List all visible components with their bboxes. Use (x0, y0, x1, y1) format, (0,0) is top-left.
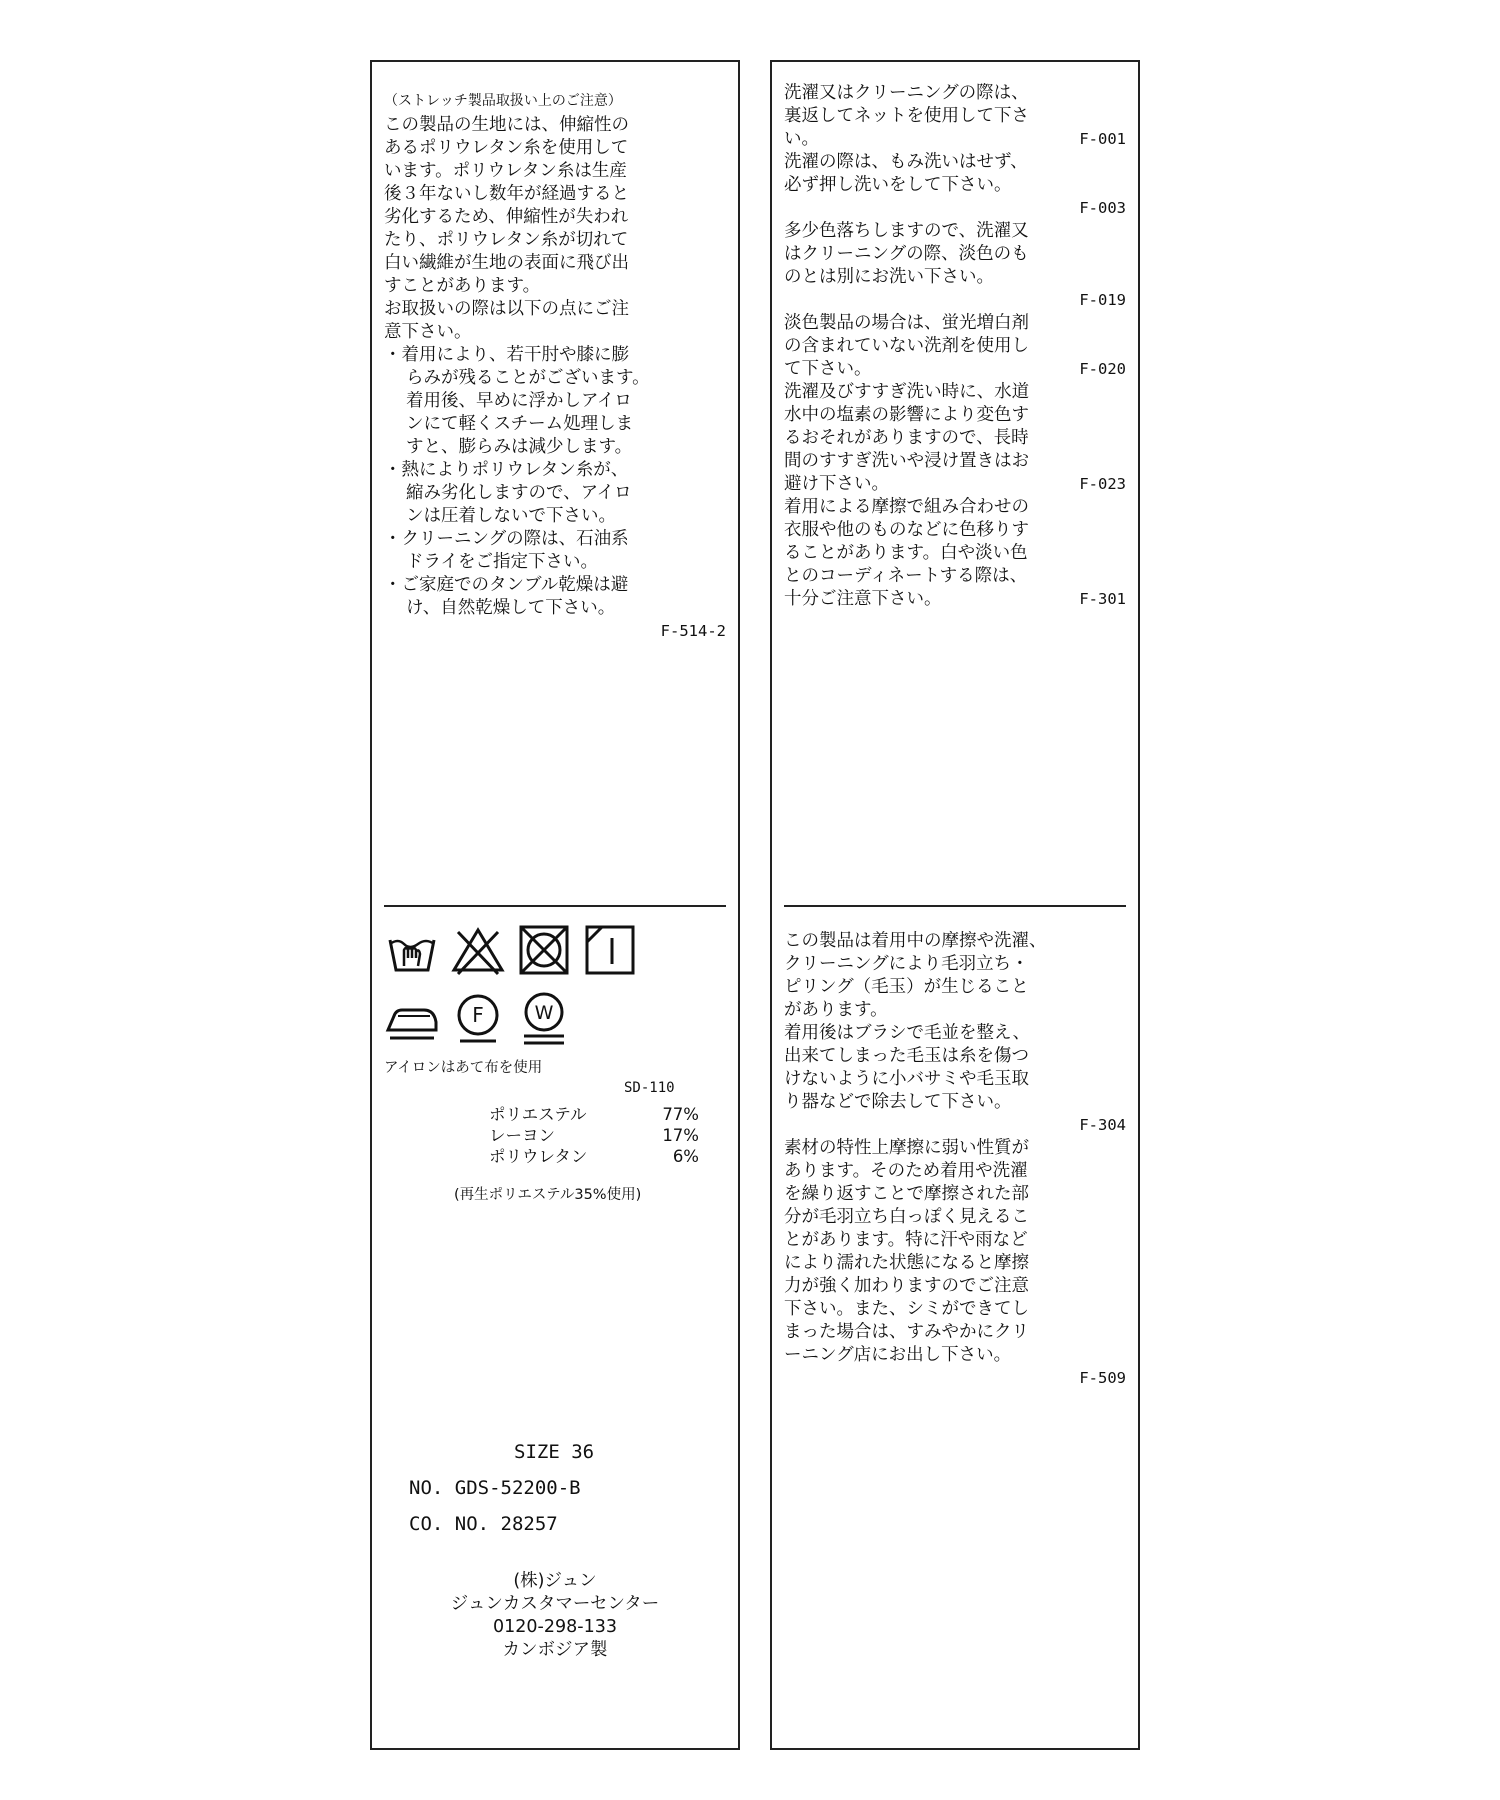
notice-line: らみが残ることがございます。 (406, 368, 650, 388)
notice-line (784, 243, 1126, 266)
notice-line (784, 953, 1126, 976)
notice-line: すことがあります。 (384, 276, 541, 296)
fiber-row (489, 1104, 699, 1125)
fiber-composition (384, 1104, 726, 1167)
notice-text: のとは別にお洗い下さい。 (784, 267, 994, 287)
line-dry-shade-icon (582, 922, 638, 978)
notice-text: により濡れた状態になると摩擦 (784, 1253, 1029, 1273)
notice-text: けないように小バサミや毛玉取 (784, 1069, 1029, 1089)
iron-note: アイロンはあて布を使用 (384, 1060, 543, 1076)
notice-line (784, 1022, 1126, 1045)
notice-line (784, 519, 1126, 542)
maker-info (384, 1570, 726, 1662)
notice-line: たり、ポリウレタン糸が切れて (384, 230, 629, 250)
notice-code: F-019 (1079, 291, 1126, 309)
notice-line: 後３年ないし数年が経過すると (384, 184, 629, 204)
stretch-notice (384, 90, 726, 643)
right-divider (784, 905, 1126, 907)
fiber-percent: 6% (672, 1147, 699, 1166)
maker-line: ジュンカスタマーセンター (450, 1594, 660, 1614)
recycled-note: (再生ポリエステル35%使用) (454, 1187, 642, 1203)
notice-text: 下さい。また、シミができてし (784, 1299, 1029, 1319)
notice-text: ーニング店にお出し下さい。 (784, 1345, 1012, 1365)
notice-line (784, 174, 1126, 197)
no-bleach-icon (450, 922, 506, 978)
notice-line (784, 1206, 1126, 1229)
notice-line (784, 1344, 1126, 1367)
notice-line (784, 450, 1126, 473)
notice-text: あります。そのため着用や洗濯 (784, 1161, 1028, 1181)
care-notices-top (784, 82, 1126, 611)
notice-line (784, 930, 1126, 953)
fiber-name: ポリエステル (489, 1105, 587, 1124)
fiber-percent: 77% (662, 1105, 699, 1124)
notice-text: 避け下さい。 (784, 474, 889, 494)
fiber-percent: 17% (662, 1126, 699, 1145)
notice-line (784, 1367, 1126, 1390)
notice-line: ・熱によりポリウレタン糸が、 (384, 460, 629, 480)
notice-line (784, 358, 1126, 381)
notice-line: います。ポリウレタン糸は生産 (384, 161, 627, 181)
notice-line (784, 1183, 1126, 1206)
notice-line (784, 1252, 1126, 1275)
notice-line (784, 1298, 1126, 1321)
notice-line: お取扱いの際は以下の点にご注 (384, 299, 629, 319)
notice-code: F-304 (1079, 1116, 1126, 1134)
notice-text: 必ず押し洗いをして下さい。 (784, 175, 1012, 195)
iron-low-icon (384, 990, 440, 1046)
notice-line (784, 1068, 1126, 1091)
notice-line (784, 105, 1126, 128)
care-notices-bottom (784, 930, 1126, 1390)
notice-line: 白い繊維が生地の表面に飛び出 (384, 253, 629, 273)
notice-line: ンは圧着しないで下さい。 (406, 506, 616, 526)
notice-text: を繰り返すことで摩擦された部 (784, 1184, 1029, 1204)
notice-code: F-301 (1079, 590, 1126, 608)
notice-text: はクリーニングの際、淡色のも (784, 244, 1029, 264)
notice-line: ・ご家庭でのタンブル乾燥は避 (384, 575, 629, 595)
notice-text: 力が強く加わりますのでご注意 (784, 1276, 1029, 1296)
notice-text: い。 (784, 129, 819, 149)
left-divider (384, 905, 726, 907)
notice-line (784, 542, 1126, 565)
notice-code: F-001 (1079, 130, 1126, 148)
notice-code: F-020 (1079, 360, 1126, 378)
notice-text: るおそれがありますので、長時 (784, 428, 1029, 448)
svg-text:W: W (534, 1002, 554, 1024)
no-tumble-dry-icon (516, 922, 572, 978)
notice-text: 多少色落ちしますので、洗濯又 (784, 221, 1029, 241)
notice-line (784, 1114, 1126, 1137)
notice-line (784, 381, 1126, 404)
notice-text: 衣服や他のものなどに色移りす (784, 520, 1029, 540)
notice-line (784, 128, 1126, 151)
notice-line: 縮み劣化しますので、アイロ (406, 483, 632, 503)
notice-text: 淡色製品の場合は、蛍光増白剤 (784, 313, 1029, 333)
stretch-notice-code: F-514-2 (660, 622, 726, 640)
notice-text: 洗濯又はクリーニングの際は、 (784, 83, 1029, 103)
dry-clean-f-icon (450, 990, 506, 1046)
notice-text: 間のすすぎ洗いや浸け置きはお (784, 451, 1030, 471)
notice-line (784, 335, 1126, 358)
notice-text: り器などで除去して下さい。 (784, 1092, 1012, 1112)
notice-text: 出来てしまった毛玉は糸を傷つ (784, 1046, 1029, 1066)
care-label-right (770, 60, 1140, 1750)
notice-text: 水中の塩素の影響により変色す (784, 405, 1029, 425)
notice-line: この製品の生地には、伸縮性の (384, 115, 629, 135)
notice-line (784, 404, 1126, 427)
notice-line (784, 1321, 1126, 1344)
sd-code: SD-110 (624, 1080, 675, 1096)
maker-line: 0120-298-133 (493, 1617, 617, 1637)
fiber-name: ポリウレタン (489, 1147, 588, 1166)
notice-text: まった場合は、すみやかにクリ (784, 1322, 1029, 1342)
care-label-left (370, 60, 740, 1750)
product-number: NO. GDS-52200-B (409, 1477, 581, 1499)
notice-text: 裏返してネットを使用して下さ (784, 106, 1029, 126)
fiber-name: レーヨン (489, 1126, 555, 1145)
notice-line (784, 266, 1126, 289)
notice-line (784, 1160, 1126, 1183)
notice-line (784, 473, 1126, 496)
notice-line (784, 1045, 1126, 1068)
notice-text: この製品は着用中の摩擦や洗濯、 (784, 931, 1047, 951)
notice-line (784, 1275, 1126, 1298)
notice-text: て下さい。 (784, 359, 872, 379)
size-label: SIZE 36 (514, 1441, 595, 1463)
notice-text: 着用による摩擦で組み合わせの (784, 497, 1029, 517)
notice-line: け、自然乾燥して下さい。 (406, 598, 616, 618)
notice-text: があります。 (784, 1000, 888, 1020)
stretch-notice-lines (384, 114, 726, 620)
maker-line: カンボジア製 (502, 1640, 608, 1660)
notice-line: すと、膨らみは減少します。 (406, 437, 633, 457)
notice-line (784, 289, 1126, 312)
notice-text: ることがあります。白や淡い色 (784, 543, 1028, 563)
notice-code: F-509 (1079, 1369, 1126, 1387)
notice-line (784, 82, 1126, 105)
notice-line: ・クリーニングの際は、石油系 (384, 529, 629, 549)
notice-text: 洗濯の際は、もみ洗いはせず、 (784, 152, 1028, 172)
notice-text: クリーニングにより毛羽立ち・ (784, 954, 1029, 974)
notice-line (784, 1091, 1126, 1114)
notice-line (784, 565, 1126, 588)
stretch-notice-title: （ストレッチ製品取扱い上のご注意） (384, 93, 622, 109)
notice-line (784, 1137, 1126, 1160)
notice-line: ンにて軽くスチーム処理しま (406, 414, 634, 434)
notice-line: ・着用により、若干肘や膝に膨 (384, 345, 629, 365)
maker-line: (株)ジュン (513, 1571, 597, 1591)
notice-code: F-023 (1079, 475, 1126, 493)
product-ident (384, 1434, 726, 1542)
care-symbols (384, 922, 684, 1058)
notice-text: 分が毛羽立ち白っぽく見えるこ (784, 1207, 1029, 1227)
wet-clean-w-icon (516, 990, 572, 1046)
notice-line (784, 976, 1126, 999)
notice-text: ピリング（毛玉）が生じること (784, 977, 1029, 997)
notice-code: F-003 (1079, 199, 1126, 217)
notice-text: とがあります。特に汗や雨など (784, 1230, 1028, 1250)
notice-line: 意下さい。 (384, 322, 472, 342)
fiber-row (489, 1125, 699, 1146)
care-symbols-section (384, 922, 726, 1204)
notice-line (784, 220, 1126, 243)
notice-text: 十分ご注意下さい。 (784, 589, 942, 609)
hand-wash-30-icon (384, 922, 440, 978)
notice-line: 着用後、早めに浮かしアイロ (406, 391, 632, 411)
fiber-row (489, 1146, 699, 1167)
notice-line: あるポリウレタン糸を使用して (384, 138, 629, 158)
notice-line (784, 1229, 1126, 1252)
notice-line (784, 999, 1126, 1022)
notice-line (784, 588, 1126, 611)
notice-line (784, 151, 1126, 174)
notice-text: とのコーディネートする際は、 (784, 566, 1028, 586)
notice-line (784, 197, 1126, 220)
notice-line (784, 312, 1126, 335)
notice-text: 洗濯及びすすぎ洗い時に、水道 (784, 382, 1030, 402)
notice-line: ドライをご指定下さい。 (406, 552, 598, 572)
notice-text: 素材の特性上摩擦に弱い性質が (784, 1138, 1029, 1158)
co-number: CO. NO. 28257 (409, 1513, 558, 1535)
notice-text: 着用後はブラシで毛並を整え、 (784, 1023, 1031, 1043)
svg-text:F: F (472, 1003, 484, 1027)
notice-line (784, 427, 1126, 450)
notice-text: の含まれていない洗剤を使用し (784, 336, 1029, 356)
notice-line: 劣化するため、伸縮性が失われ (384, 207, 629, 227)
notice-line (784, 496, 1126, 519)
